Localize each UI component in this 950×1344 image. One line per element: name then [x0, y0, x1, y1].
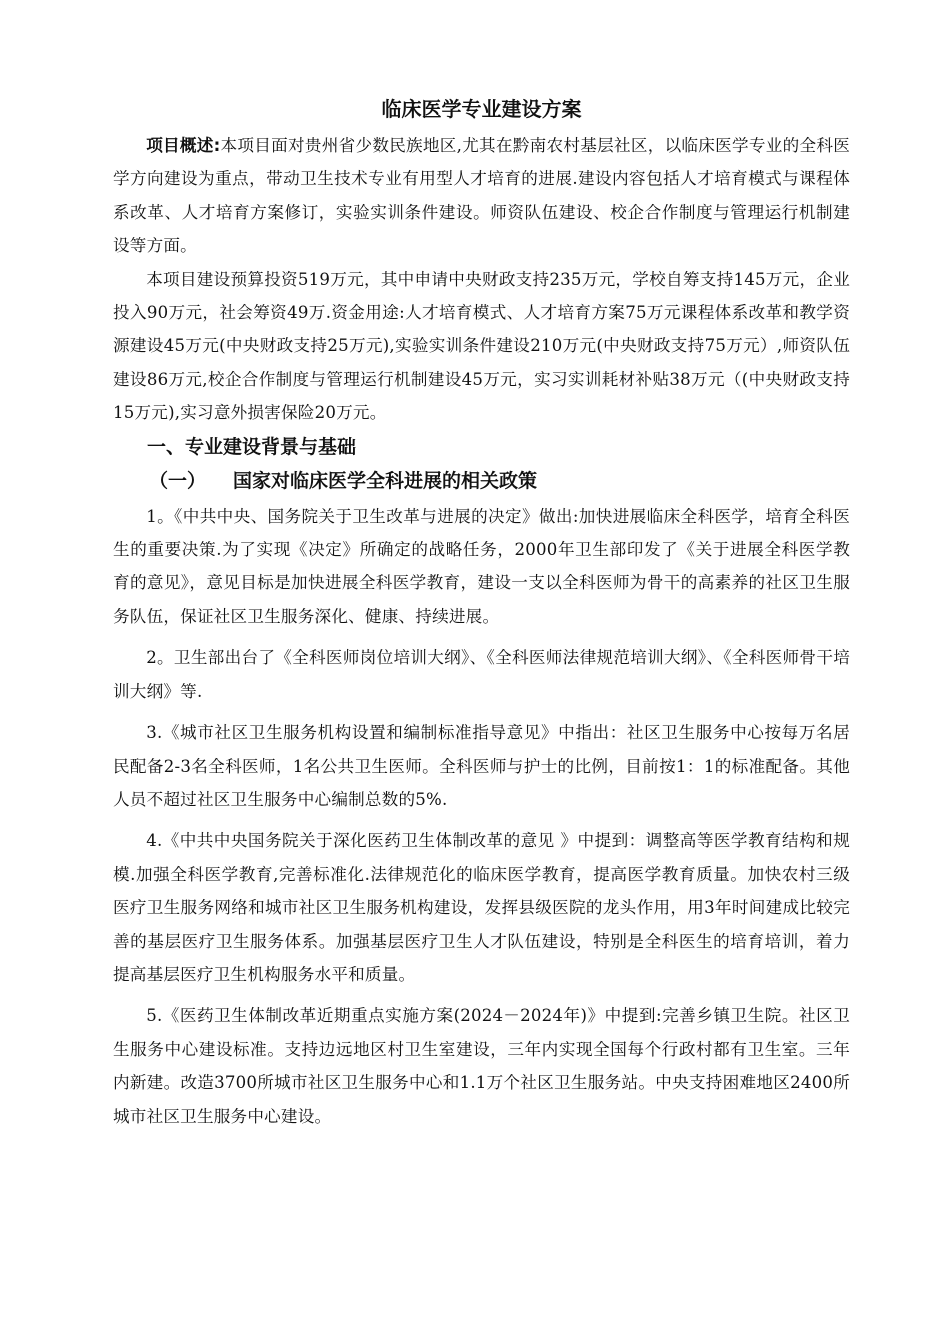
- subsection-heading: [113, 464, 850, 498]
- document-page: [113, 95, 850, 1133]
- policy-item-4: 4.《中共中央国务院关于深化医药卫生体制改革的意见 》中提到：调整高等医学教育结构和规模.加强全科医学教育,完善标准化.法律规范化的临床医学教育，提高医学教育质量。加快农村三级医疗卫生服务网络和城市社区卫生服务机构建设，发挥县级医院的龙头作用，用3年时间建成比较完善的基层医疗卫生服务体系。加强基层医疗卫生人才队伍建设，特别是全科医生的培育培训，着力提高基层医疗卫生机构服务水平和质量。: [113, 831, 850, 984]
- policy-item-5: 5.《医药卫生体制改革近期重点实施方案(2024－2024年)》中提到:完善乡镇卫生院。社区卫生服务中心建设标准。支持边远地区村卫生室建设，三年内实现全国每个行政村都有卫生室。三年内新建。改造3700所城市社区卫生服务中心和1.1万个社区卫生服务站。中央支持困难地区2400所城市社区卫生服务中心建设。: [113, 1006, 850, 1126]
- section-heading: 一、专业建设背景与基础: [147, 435, 357, 458]
- policy-item-3: 3.《城市社区卫生服务机构设置和编制标准指导意见》中指出：社区卫生服务中心按每万名居民配备2-3名全科医师，1名公共卫生医师。全科医师与护士的比例，目前按1：1的标准配备。其他人员不超过社区卫生服务中心编制总数的5%.: [113, 723, 850, 809]
- overview-text: 本项目面对贵州省少数民族地区,尤其在黔南农村基层社区，以临床医学专业的全科医学方向建设为重点，带动卫生技术专业有用型人才培育的进展.建设内容包括人才培育模式与课程体系改革、人才培育方案修订，实验实训条件建设。师资队伍建设、校企合作制度与管理运行机制建设等方面。: [113, 136, 850, 256]
- budget-paragraph: 本项目建设预算投资519万元，其中申请中央财政支持235万元，学校自筹支持145万元，企业投入90万元，社会筹资49万.资金用途:人才培育模式、人才培育方案75万元课程体系改革和教学资源建设45万元(中央财政支持25万元),实验实训条件建设210万元(中央财政支持75万元）,师资队伍建设86万元,校企合作制度与管理运行机制建设45万元，实习实训耗材补贴38万元（(中央财政支持15万元),实习意外损害保险20万元。: [113, 269, 850, 423]
- subsection-number: （一）: [149, 469, 207, 492]
- subsection-title: 国家对临床医学全科进展的相关政策: [233, 469, 538, 492]
- policy-item-2: 2。卫生部出台了《全科医师岗位培训大纲》、《全科医师法律规范培训大纲》、《全科医师骨干培训大纲》等.: [113, 648, 850, 701]
- overview-paragraph: [113, 129, 850, 263]
- policy-item-1: 1。《中共中央、国务院关于卫生改革与进展的决定》做出:加快进展临床全科医学，培育全科医生的重要决策.为了实现《决定》所确定的战略任务，2000年卫生部印发了《关于进展全科医学教育的意见》，意见目标是加快进展全科医学教育，建设一支以全科医师为骨干的高素养的社区卫生服务队伍，保证社区卫生服务深化、健康、持续进展。: [113, 506, 850, 626]
- document-title: 临床医学专业建设方案: [381, 97, 582, 121]
- overview-label: 项目概述:: [146, 136, 221, 155]
